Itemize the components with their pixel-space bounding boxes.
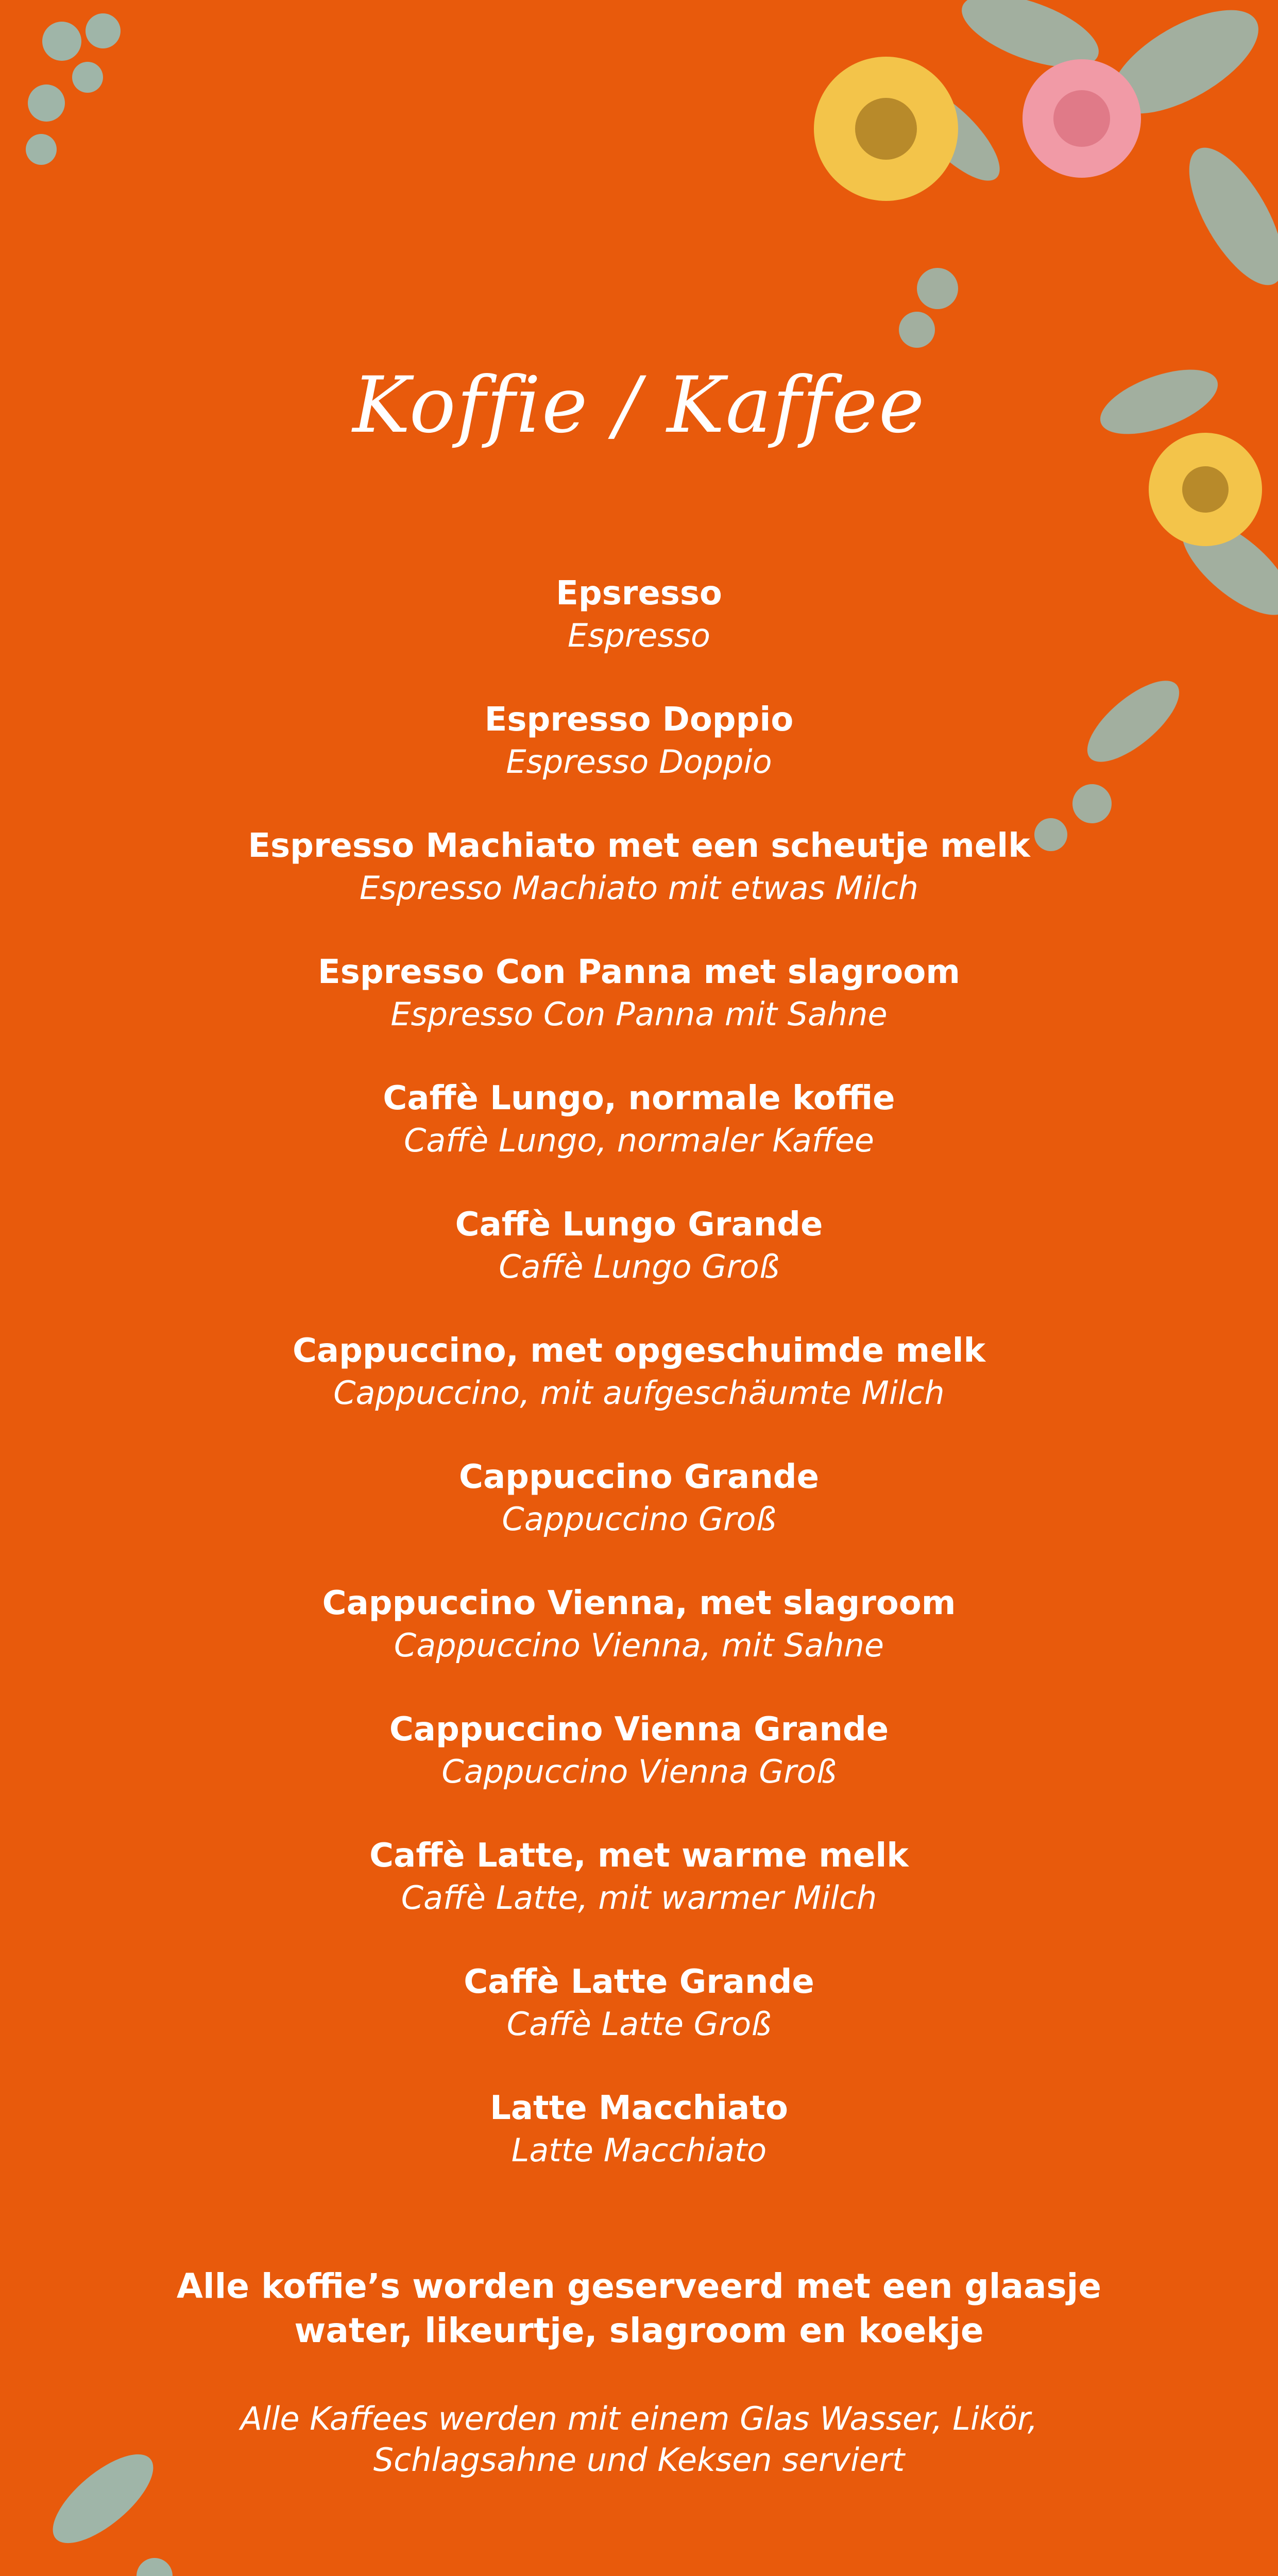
menu-item — [0, 1077, 1278, 1203]
item-name-dutch: Cappuccino Vienna, met slagroom — [322, 1584, 956, 1622]
menu-item — [0, 1582, 1278, 1708]
menu-item — [0, 1329, 1278, 1455]
item-name-dutch: Cappuccino, met opgeschuimde melk — [292, 1332, 986, 1370]
serving-note-german — [0, 2398, 1278, 2481]
menu-item — [0, 1834, 1278, 1960]
menu-item — [0, 1203, 1278, 1329]
item-name-dutch: Caffè Latte, met warme melk — [369, 1837, 909, 1875]
serving-note-dutch — [0, 2264, 1278, 2353]
item-name-german: Cappuccino Vienna Groß — [441, 1753, 837, 1790]
menu-item — [0, 698, 1278, 824]
item-name-german: Espresso — [567, 617, 710, 654]
floral-top-left-decoration — [0, 0, 216, 185]
serving-note-german-line1: Alle Kaffees werden mit einem Glas Wasser, Likör, — [240, 2400, 1038, 2437]
item-name-german: Caffè Latte Groß — [506, 2005, 772, 2043]
item-name-german: Espresso Machiato mit etwas Milch — [360, 869, 918, 907]
item-name-german: Cappuccino, mit aufgeschäumte Milch — [333, 1374, 945, 1412]
menu-item — [0, 1455, 1278, 1582]
item-name-dutch: Caffè Latte Grande — [464, 1963, 814, 2001]
menu-item — [0, 1708, 1278, 1834]
item-name-dutch: Caffè Lungo, normale koffie — [383, 1079, 895, 1117]
item-name-german: Latte Macchiato — [511, 2131, 767, 2169]
item-name-dutch: Cappuccino Grande — [458, 1458, 820, 1496]
item-name-dutch: Caffè Lungo Grande — [455, 1206, 823, 1244]
menu-item — [0, 2087, 1278, 2213]
menu-title: Koffie / Kaffee — [352, 361, 926, 450]
menu-item — [0, 951, 1278, 1077]
item-name-german: Caffè Latte, mit warmer Milch — [401, 1879, 877, 1917]
serving-note-german-line2: Schlagsahne und Keksen serviert — [373, 2441, 905, 2479]
menu-item-list — [0, 572, 1278, 2213]
item-name-dutch: Epsresso — [556, 574, 722, 613]
item-name-german: Caffè Lungo Groß — [499, 1248, 779, 1285]
item-name-german: Caffè Lungo, normaler Kaffee — [404, 1122, 874, 1159]
menu-item — [0, 572, 1278, 698]
menu-item — [0, 824, 1278, 951]
item-name-german: Cappuccino Vienna, mit Sahne — [394, 1626, 884, 1664]
serving-note-dutch-line2: water, likeurtje, slagroom en koekje — [294, 2311, 984, 2350]
item-name-german: Espresso Con Panna mit Sahne — [390, 995, 888, 1033]
item-name-german: Espresso Doppio — [506, 743, 772, 781]
serving-note-dutch-line1: Alle koffie’s worden geserveerd met een glaasje — [176, 2266, 1102, 2306]
rose-icon — [1023, 59, 1141, 178]
item-name-dutch: Espresso Con Panna met slagroom — [318, 953, 960, 991]
sunflower-icon — [814, 57, 958, 201]
menu-item — [0, 1960, 1278, 2087]
item-name-dutch: Espresso Doppio — [484, 701, 794, 739]
item-name-dutch: Espresso Machiato met een scheutje melk — [248, 827, 1030, 865]
item-name-german: Cappuccino Groß — [502, 1500, 776, 1538]
item-name-dutch: Cappuccino Vienna Grande — [389, 1710, 889, 1749]
item-name-dutch: Latte Macchiato — [490, 2089, 788, 2127]
